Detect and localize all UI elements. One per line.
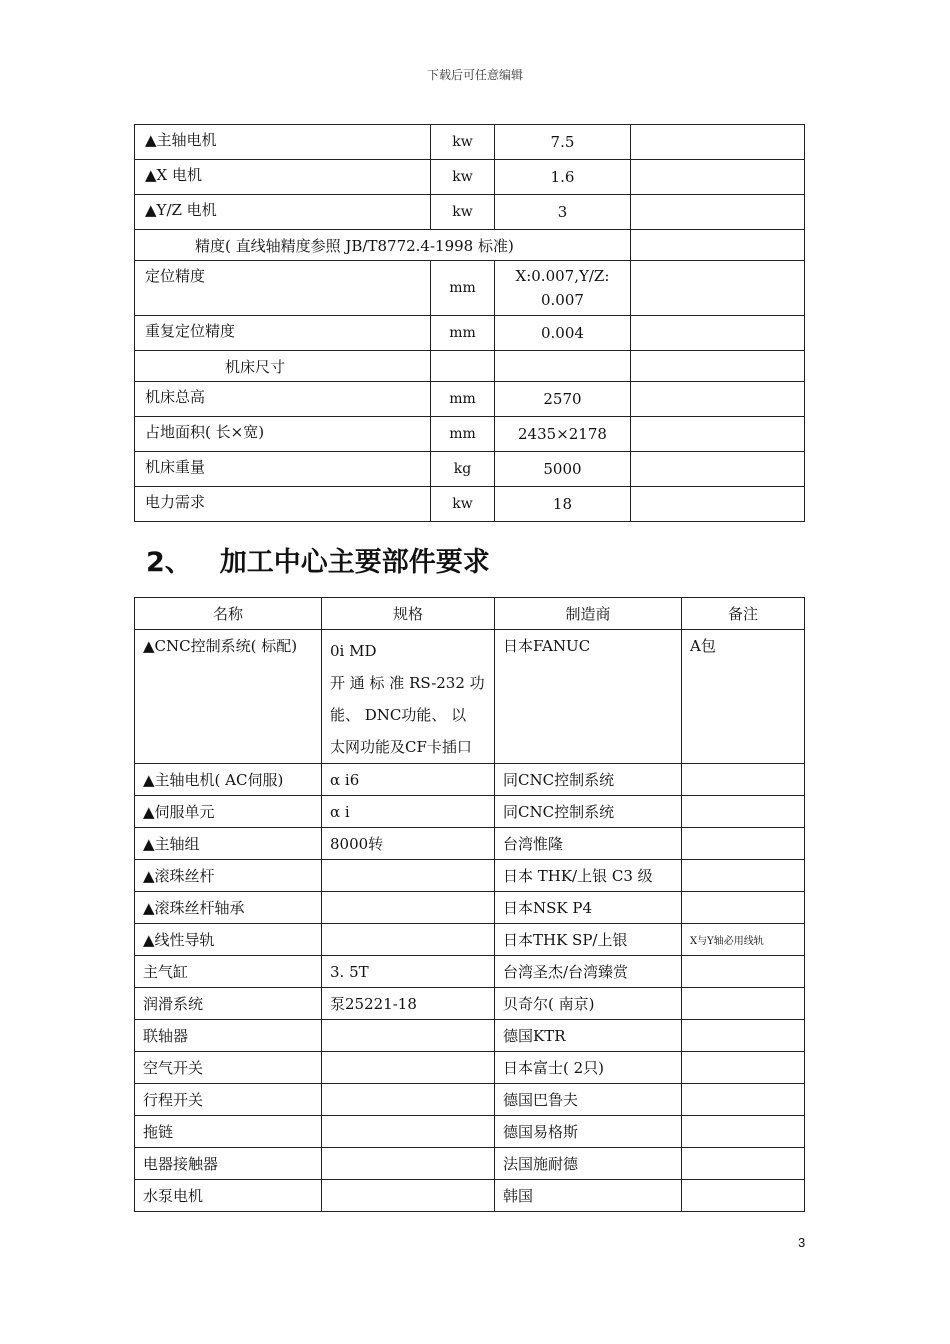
part-maker: 日本NSK P4 bbox=[495, 892, 682, 924]
part-name: 拖链 bbox=[135, 1116, 322, 1148]
part-note bbox=[682, 1180, 805, 1212]
spec-unit: mm bbox=[430, 316, 494, 351]
part-name: 联轴器 bbox=[135, 1020, 322, 1052]
table-row bbox=[135, 764, 805, 796]
spec-value: 5000 bbox=[495, 452, 631, 487]
part-spec: 8000转 bbox=[322, 828, 495, 860]
part-maker: 日本富士( 2只) bbox=[495, 1052, 682, 1084]
table-row bbox=[135, 125, 805, 160]
column-header-name: 名称 bbox=[135, 598, 322, 630]
parts-table bbox=[134, 597, 805, 1212]
part-name: ▲主轴组 bbox=[135, 828, 322, 860]
spec-unit: kg bbox=[430, 452, 494, 487]
table-row bbox=[135, 828, 805, 860]
part-note bbox=[682, 1052, 805, 1084]
part-note bbox=[682, 828, 805, 860]
page-header: 下载后可任意编辑 bbox=[426, 68, 523, 82]
part-name: ▲伺服单元 bbox=[135, 796, 322, 828]
part-spec bbox=[322, 1020, 495, 1052]
part-name: 润滑系统 bbox=[135, 988, 322, 1020]
spec-value: 7.5 bbox=[495, 125, 631, 160]
part-maker: 台湾惟隆 bbox=[495, 828, 682, 860]
table-header-row bbox=[135, 598, 805, 630]
part-spec bbox=[322, 860, 495, 892]
table-row bbox=[135, 261, 805, 316]
part-name: 空气开关 bbox=[135, 1052, 322, 1084]
precision-title: 精度( 直线轴精度参照 JB/T8772.4-1998 标准) bbox=[135, 230, 631, 261]
part-spec: α i6 bbox=[322, 764, 495, 796]
table-row bbox=[135, 351, 805, 382]
part-spec: 0i MD 开 通 标 准 RS-232 功 能、 DNC功能、 以 太网功能及CF卡插口 bbox=[322, 630, 495, 764]
part-note bbox=[682, 1148, 805, 1180]
part-spec: 泵25221-18 bbox=[322, 988, 495, 1020]
section-title: 加工中心主要部件要求 bbox=[219, 547, 490, 578]
part-maker: 德国KTR bbox=[495, 1020, 682, 1052]
part-name: 电器接触器 bbox=[135, 1148, 322, 1180]
spec-name: ▲主轴电机 bbox=[135, 125, 431, 160]
part-maker: 台湾圣杰/台湾臻赏 bbox=[495, 956, 682, 988]
part-note bbox=[682, 860, 805, 892]
table-row bbox=[135, 487, 805, 522]
spec-value: 1.6 bbox=[495, 160, 631, 195]
spec-name: 定位精度 bbox=[135, 261, 431, 316]
part-maker: 同CNC控制系统 bbox=[495, 796, 682, 828]
spec-unit: mm bbox=[430, 261, 494, 316]
part-name: ▲主轴电机( AC伺服) bbox=[135, 764, 322, 796]
spec-value: 18 bbox=[495, 487, 631, 522]
table-row bbox=[135, 1052, 805, 1084]
table-row bbox=[135, 195, 805, 230]
size-title: 机床尺寸 bbox=[135, 351, 431, 382]
part-note bbox=[682, 1084, 805, 1116]
table-row bbox=[135, 1116, 805, 1148]
part-name: ▲线性导轨 bbox=[135, 924, 322, 956]
column-header-spec: 规格 bbox=[322, 598, 495, 630]
spec-name: ▲X 电机 bbox=[135, 160, 431, 195]
table-row bbox=[135, 417, 805, 452]
part-maker: 德国巴鲁夫 bbox=[495, 1084, 682, 1116]
spec-unit: mm bbox=[430, 417, 494, 452]
spec-name: 占地面积( 长×宽) bbox=[135, 417, 431, 452]
spec-unit: mm bbox=[430, 382, 494, 417]
part-name: 水泵电机 bbox=[135, 1180, 322, 1212]
spec-note bbox=[630, 195, 804, 230]
table-row bbox=[135, 1180, 805, 1212]
part-name: 行程开关 bbox=[135, 1084, 322, 1116]
table-row bbox=[135, 988, 805, 1020]
part-maker: 日本 THK/上银 C3 级 bbox=[495, 860, 682, 892]
table-row bbox=[135, 892, 805, 924]
part-name: ▲CNC控制系统( 标配) bbox=[135, 630, 322, 764]
spec-value: 0.004 bbox=[495, 316, 631, 351]
table-row bbox=[135, 1148, 805, 1180]
part-note bbox=[682, 956, 805, 988]
part-note bbox=[682, 1020, 805, 1052]
part-name: ▲滚珠丝杆 bbox=[135, 860, 322, 892]
table-row bbox=[135, 1020, 805, 1052]
spec-note bbox=[630, 125, 804, 160]
spec-note bbox=[630, 160, 804, 195]
part-note bbox=[682, 988, 805, 1020]
spec-name: 机床重量 bbox=[135, 452, 431, 487]
spec-name: ▲Y/Z 电机 bbox=[135, 195, 431, 230]
spec-value: 3 bbox=[495, 195, 631, 230]
table-row bbox=[135, 230, 805, 261]
part-name: 主气缸 bbox=[135, 956, 322, 988]
spec-name: 电力需求 bbox=[135, 487, 431, 522]
table-row bbox=[135, 630, 805, 764]
part-note bbox=[682, 1116, 805, 1148]
part-spec bbox=[322, 1084, 495, 1116]
part-maker: 日本THK SP/上银 bbox=[495, 924, 682, 956]
part-maker: 德国易格斯 bbox=[495, 1116, 682, 1148]
part-spec bbox=[322, 1116, 495, 1148]
column-header-note: 备注 bbox=[682, 598, 805, 630]
table-row bbox=[135, 316, 805, 351]
part-spec bbox=[322, 1180, 495, 1212]
part-maker: 同CNC控制系统 bbox=[495, 764, 682, 796]
spec-name: 重复定位精度 bbox=[135, 316, 431, 351]
part-maker: 贝奇尔( 南京) bbox=[495, 988, 682, 1020]
spec-unit: kw bbox=[430, 487, 494, 522]
part-spec bbox=[322, 924, 495, 956]
part-maker: 日本FANUC bbox=[495, 630, 682, 764]
part-name: ▲滚珠丝杆轴承 bbox=[135, 892, 322, 924]
part-maker: 韩国 bbox=[495, 1180, 682, 1212]
spec-value: 2435×2178 bbox=[495, 417, 631, 452]
section-heading bbox=[146, 540, 490, 579]
part-note: X与Y轴必用线轨 bbox=[682, 924, 805, 956]
spec-table bbox=[134, 124, 805, 522]
table-row bbox=[135, 160, 805, 195]
section-number: 2、 bbox=[146, 547, 192, 578]
spec-name: 机床总高 bbox=[135, 382, 431, 417]
table-row bbox=[135, 860, 805, 892]
table-row bbox=[135, 1084, 805, 1116]
part-spec: 3. 5T bbox=[322, 956, 495, 988]
table-row bbox=[135, 956, 805, 988]
page-number: 3 bbox=[798, 1235, 806, 1250]
part-note bbox=[682, 764, 805, 796]
spec-value: X:0.007,Y/Z: 0.007 bbox=[495, 261, 631, 316]
table-row bbox=[135, 382, 805, 417]
part-spec bbox=[322, 892, 495, 924]
part-spec: α i bbox=[322, 796, 495, 828]
part-maker: 法国施耐德 bbox=[495, 1148, 682, 1180]
part-spec bbox=[322, 1052, 495, 1084]
spec-unit: kw bbox=[430, 160, 494, 195]
table-row bbox=[135, 452, 805, 487]
column-header-maker: 制造商 bbox=[495, 598, 682, 630]
part-note bbox=[682, 892, 805, 924]
part-note bbox=[682, 796, 805, 828]
part-spec bbox=[322, 1148, 495, 1180]
table-row bbox=[135, 796, 805, 828]
part-note: A包 bbox=[682, 630, 805, 764]
table-row bbox=[135, 924, 805, 956]
spec-unit: kw bbox=[430, 195, 494, 230]
spec-unit: kw bbox=[430, 125, 494, 160]
spec-value: 2570 bbox=[495, 382, 631, 417]
